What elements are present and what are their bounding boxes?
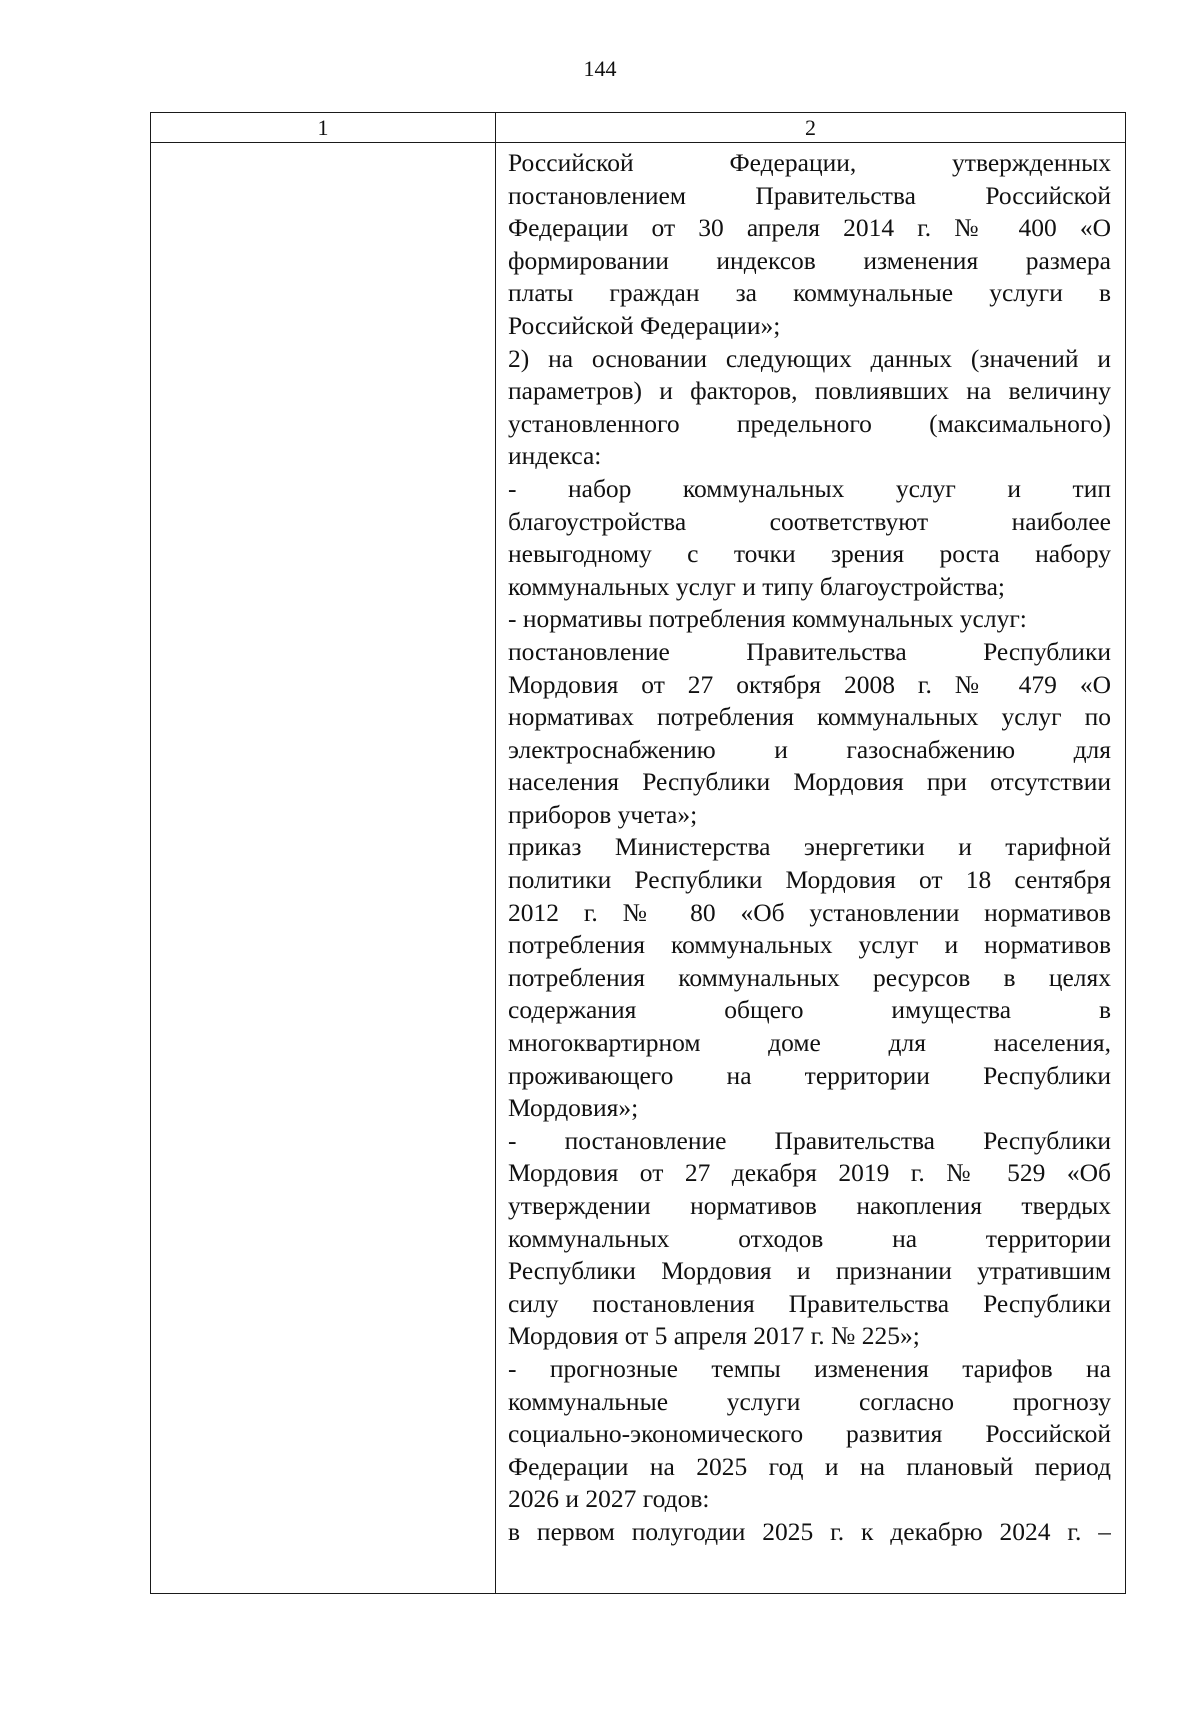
text-line: постановлением Правительства Российской: [508, 180, 1111, 210]
text-line: - набор коммунальных услуг и тип: [508, 473, 1111, 503]
document-table: [150, 112, 1126, 1594]
column-header-2: 2: [496, 113, 1125, 143]
text-line: - постановление Правительства Республики: [508, 1125, 1111, 1155]
text-line: нормативах потребления коммунальных услуг по: [508, 702, 1111, 732]
column-header-1: 1: [151, 113, 496, 143]
text-line: 2012 г. № 80 «Об установлении нормативов: [508, 897, 1111, 927]
column-1-cell: [151, 143, 496, 1593]
text-line: силу постановления Правительства Республики: [508, 1288, 1111, 1318]
text-line: формировании индексов изменения размера: [508, 245, 1111, 275]
text-line: - нормативы потребления коммунальных услуг:: [508, 604, 1027, 634]
text-line: Федерации от 30 апреля 2014 г. № 400 «О: [508, 213, 1111, 243]
text-line: параметров) и факторов, повлиявших на величину: [508, 376, 1111, 406]
text-line: Мордовия от 5 апреля 2017 г. № 225»;: [508, 1321, 920, 1351]
text-line: политики Республики Мордовия от 18 сентября: [508, 865, 1111, 895]
text-line: проживающего на территории Республики: [508, 1060, 1111, 1090]
text-line: приборов учета»;: [508, 799, 698, 829]
text-line: коммунальных отходов на территории: [508, 1223, 1111, 1253]
text-line: в первом полугодии 2025 г. к декабрю 2024 г. –: [508, 1516, 1111, 1546]
text-line: коммунальных услуг и типу благоустройства;: [508, 571, 1006, 601]
text-line: Мордовия»;: [508, 1093, 639, 1123]
text-line: Федерации на 2025 год и на плановый период: [508, 1451, 1111, 1481]
text-line: постановление Правительства Республики: [508, 636, 1111, 666]
text-line: индекса:: [508, 441, 602, 471]
text-line: платы граждан за коммунальные услуги в: [508, 278, 1111, 308]
text-line: потребления коммунальных услуг и нормативов: [508, 930, 1111, 960]
text-line: коммунальные услуги согласно прогнозу: [508, 1386, 1111, 1416]
text-line: 2026 и 2027 годов:: [508, 1484, 710, 1514]
text-line: 2) на основании следующих данных (значений и: [508, 343, 1111, 373]
text-line: утверждении нормативов накопления твердых: [508, 1191, 1111, 1220]
text-line: благоустройства соответствуют наиболее: [508, 506, 1111, 536]
text-line: многоквартирном доме для населения,: [508, 1028, 1111, 1058]
text-line: содержания общего имущества в: [508, 995, 1111, 1025]
text-line: приказ Министерства энергетики и тарифной: [508, 832, 1111, 862]
text-line: Российской Федерации, утвержденных: [508, 148, 1111, 177]
column-2-cell: [496, 143, 1125, 1593]
text-line: невыгодному с точки зрения роста набору: [508, 539, 1111, 569]
text-line: социально-экономического развития Российской: [508, 1419, 1111, 1449]
text-line: Республики Мордовия и признании утратившим: [508, 1256, 1111, 1286]
text-line: Мордовия от 27 октября 2008 г. № 479 «О: [508, 669, 1111, 699]
text-line: - прогнозные темпы изменения тарифов на: [508, 1353, 1111, 1383]
text-line: населения Республики Мордовия при отсутствии: [508, 767, 1111, 797]
text-line: Мордовия от 27 декабря 2019 г. № 529 «Об: [508, 1158, 1111, 1188]
page-number: 144: [583, 56, 617, 81]
text-line: установленного предельного (максимального): [508, 408, 1111, 438]
text-line: электроснабжению и газоснабжению для: [508, 734, 1111, 764]
text-line: потребления коммунальных ресурсов в целях: [508, 962, 1111, 992]
text-line: Российской Федерации»;: [508, 310, 781, 340]
